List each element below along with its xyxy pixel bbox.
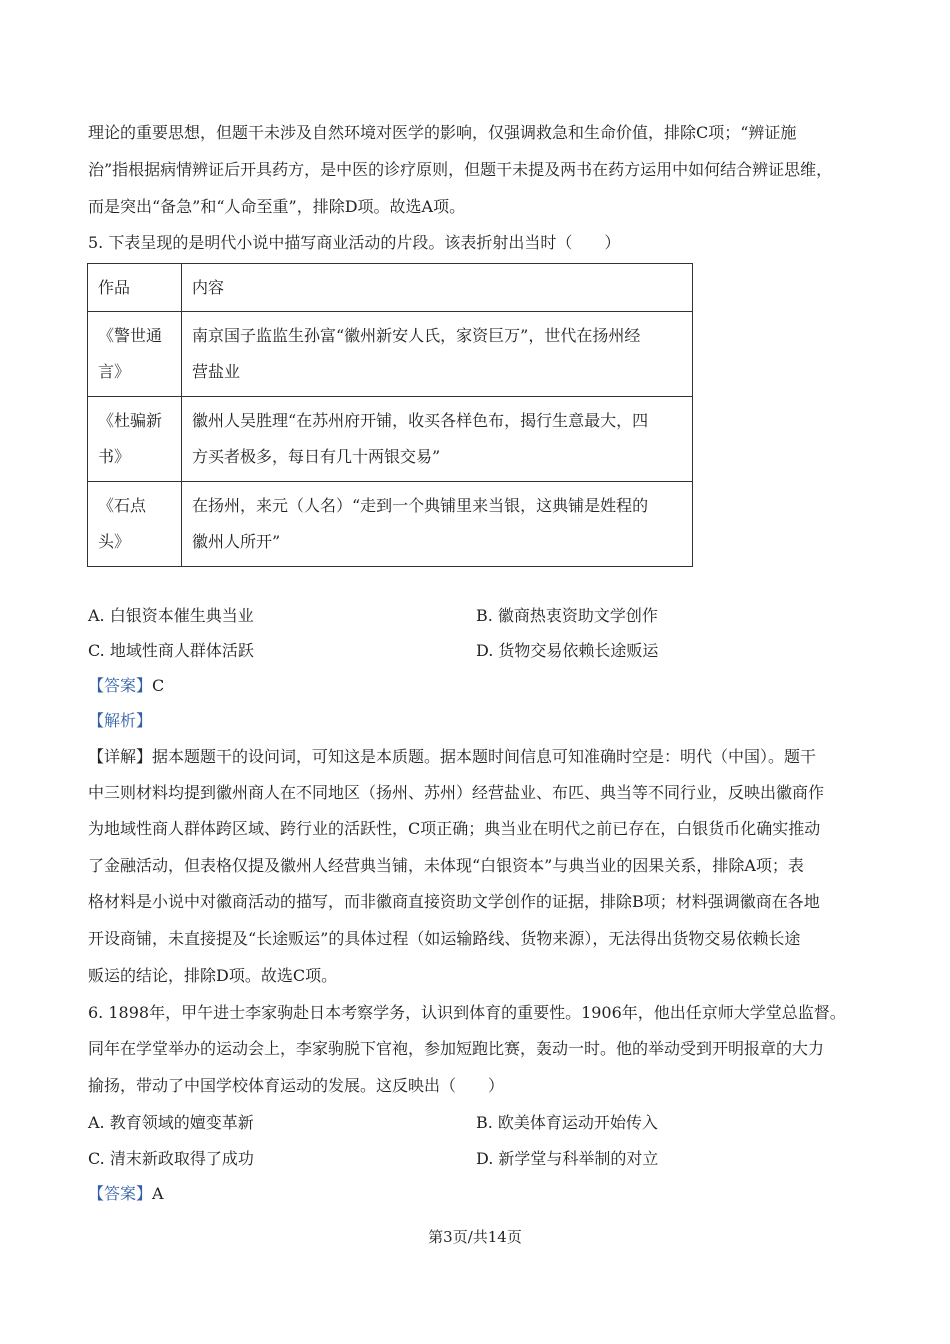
q5-detail-line-3: 为地域性商人群体跨区域、跨行业的活跃性，C项正确；典当业在明代之前已存在，白银货币化确实推动 bbox=[88, 819, 821, 838]
q6-option-c: C. 清末新政取得了成功 bbox=[88, 1149, 254, 1168]
table-row bbox=[88, 312, 693, 397]
table-row bbox=[88, 482, 693, 567]
q5-detail-line-4: 了金融活动，但表格仅提及徽州人经营典当铺，未体现“白银资本”与典当业的因果关系，排除A项；表 bbox=[88, 856, 804, 875]
table-header-work: 作品 bbox=[88, 264, 182, 312]
q5-answer bbox=[88, 676, 164, 696]
table-cell-work: 《警世通 言》 bbox=[88, 312, 182, 397]
table-cell-work: 《石点 头》 bbox=[88, 482, 182, 567]
table-cell-content: 在扬州，来元（人名）“走到一个典铺里来当银，这典铺是姓程的 徽州人所开” bbox=[182, 482, 693, 567]
table-row bbox=[88, 397, 693, 482]
table-cell-content: 徽州人吴胜理“在苏州府开铺，收买各样色布，揭行生意最大，四 方买者极多，每日有几十两银交易” bbox=[182, 397, 693, 482]
q6-stem-line-2: 同年在学堂举办的运动会上，李家驹脱下官袍，参加短跑比赛，轰动一时。他的举动受到开明报章的大力 bbox=[88, 1039, 825, 1058]
table-header-row bbox=[88, 264, 693, 312]
q5-detail-line-7: 贩运的结论，排除D项。故选C项。 bbox=[88, 966, 338, 985]
q6-answer bbox=[88, 1184, 164, 1204]
answer-tag: 【答案】 bbox=[88, 1184, 153, 1203]
q5-detail-line-6: 开设商铺，未直接提及“长途贩运”的具体过程（如运输路线、货物来源），无法得出货物交易依赖长途 bbox=[88, 929, 801, 948]
answer-value: C bbox=[152, 676, 165, 695]
q5-option-b: B. 徽商热衷资助文学创作 bbox=[476, 606, 658, 625]
q6-option-a: A. 教育领域的嬗变革新 bbox=[88, 1113, 254, 1132]
answer-tag: 【答案】 bbox=[88, 676, 153, 695]
q5-option-a: A. 白银资本催生典当业 bbox=[88, 606, 254, 625]
intro-line-2: 治”指根据病情辨证后开具药方，是中医的诊疗原则，但题干未提及两书在药方运用中如何结合辨证思维， bbox=[88, 160, 833, 179]
q5-option-d: D. 货物交易依赖长途贩运 bbox=[476, 641, 659, 660]
q6-option-d: D. 新学堂与科举制的对立 bbox=[476, 1149, 659, 1168]
q5-analysis-tag: 【解析】 bbox=[88, 711, 153, 730]
q5-table bbox=[87, 263, 693, 567]
table-header-content: 内容 bbox=[182, 264, 693, 312]
q5-option-c: C. 地域性商人群体活跃 bbox=[88, 641, 254, 660]
q5-detail-line-2: 中三则材料均提到徽州商人在不同地区（扬州、苏州）经营盐业、布匹、典当等不同行业，反映出徽商作 bbox=[88, 783, 825, 802]
detail-tag: 【详解】 bbox=[88, 747, 153, 766]
q5-stem: 5. 下表呈现的是明代小说中描写商业活动的片段。该表折射出当时（ ） bbox=[88, 233, 621, 252]
intro-line-1: 理论的重要思想，但题干未涉及自然环境对医学的影响，仅强调救急和生命价值，排除C项；“辨证施 bbox=[88, 123, 797, 142]
table-cell-content: 南京国子监监生孙富“徽州新安人氏，家资巨万”，世代在扬州经 营盐业 bbox=[182, 312, 693, 397]
q6-stem-line-1: 6. 1898年，甲午进士李家驹赴日本考察学务，认识到体育的重要性。1906年，他出任京师大学堂总监督。 bbox=[88, 1003, 846, 1022]
q5-detail-line-1: 【详解】据本题题干的设问词，可知这是本质题。据本题时间信息可知准确时空是：明代（中国）。题干 bbox=[88, 747, 817, 766]
q6-stem-line-3: 揄扬，带动了中国学校体育运动的发展。这反映出（ ） bbox=[88, 1076, 505, 1095]
table-cell-work: 《杜骗新 书》 bbox=[88, 397, 182, 482]
intro-line-3: 而是突出“备急”和“人命至重”，排除D项。故选A项。 bbox=[88, 197, 466, 216]
answer-value: A bbox=[152, 1184, 164, 1203]
q5-detail-line-5: 格材料是小说中对徽商活动的描写，而非徽商直接资助文学创作的证据，排除B项；材料强调徽商在各地 bbox=[88, 892, 820, 911]
q6-option-b: B. 欧美体育运动开始传入 bbox=[476, 1113, 658, 1132]
page-footer: 第3页/共14页 bbox=[428, 1228, 522, 1246]
